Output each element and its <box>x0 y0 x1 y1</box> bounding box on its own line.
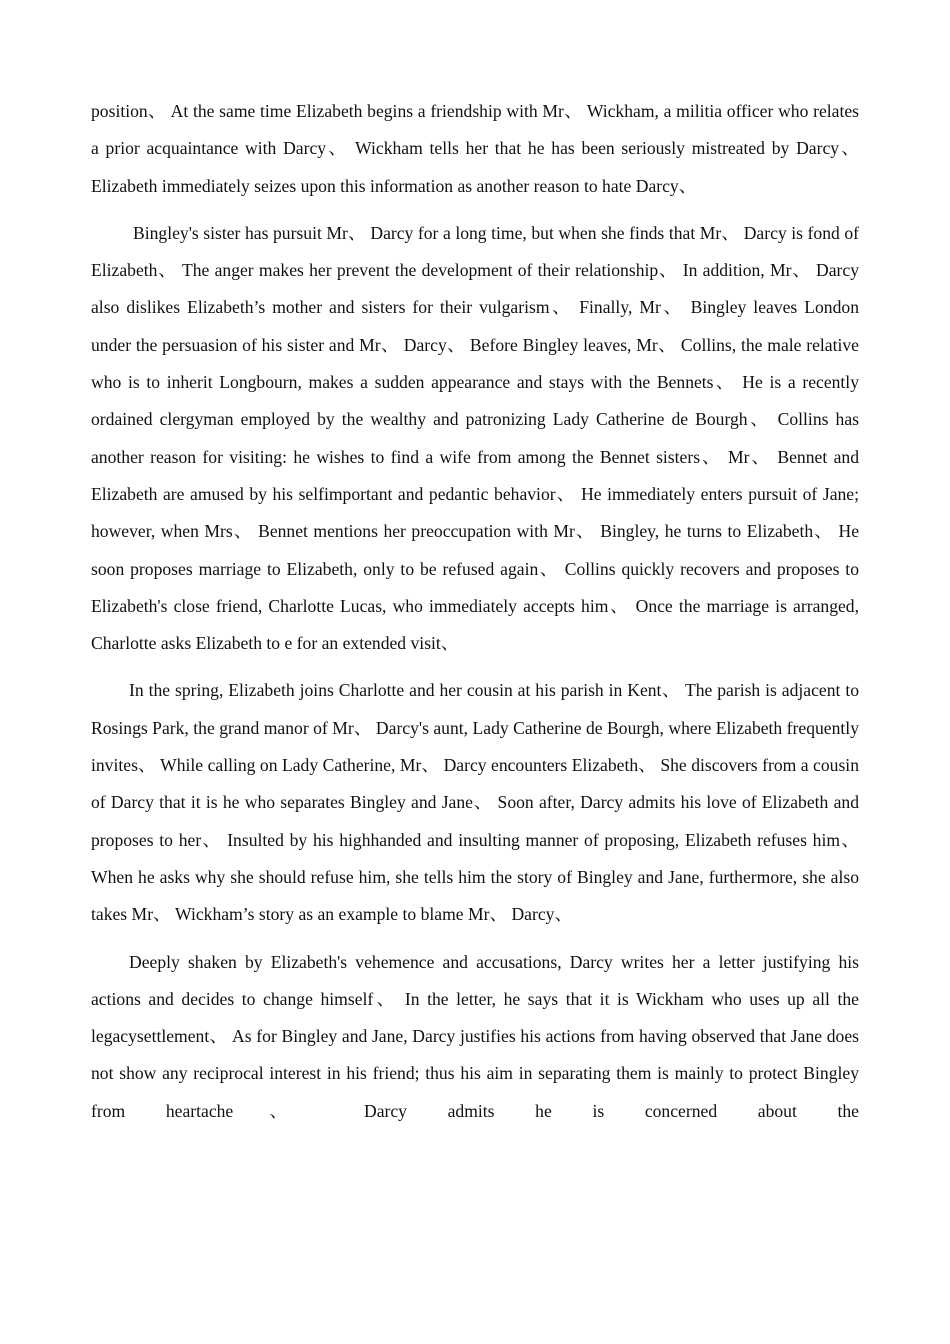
paragraph-3: In the spring, Elizabeth joins Charlotte and her cousin at his parish in Kent、 The parish is adjacent to Rosings Park, the grand manor of Mr、 Darcy's aunt, Lady Catherine de Bourgh, where Elizabeth frequently invites、 While calling on Lady Catherine, Mr、 Darcy encounters Elizabeth、 She discovers from a cousin of Darcy that it is he who separates Bingley and Jane、 Soon after, Darcy admits his love of Elizabeth and proposes to her、 Insulted by his highhanded and insulting manner of proposing, Elizabeth refuses him、 When he asks why she should refuse him, she tells him the story of Bingley and Jane, furthermore, she also takes Mr、 Wickham’s story as an example to blame Mr、 Darcy、 <box>91 680 859 925</box>
paragraph-2: Bingley's sister has pursuit Mr、 Darcy for a long time, but when she finds that Mr、 Darcy is fond of Elizabeth、 The anger makes her prevent the development of their relationship、 In addition, Mr、 Darcy also dislikes Elizabeth’s mother and sisters for their vulgarism、 Finally, Mr、 Bingley leaves London under the persuasion of his sister and Mr、 Darcy、 Before Bingley leaves, Mr、 Collins, the male relative who is to inherit Longbourn, makes a sudden appearance and stays with the Bennets、 He is a recently ordained clergyman employed by the wealthy and patronizing Lady Catherine de Bourgh、 Collins has another reason for visiting: he wishes to find a wife from among the Bennet sisters、 Mr、 Bennet and Elizabeth are amused by his selfimportant and pedantic behavior、 He immediately enters pursuit of Jane; however, when Mrs、 Bennet mentions her preoccupation with Mr、 Bingley, he turns to Elizabeth、 He soon proposes marriage to Elizabeth, only to be refused again、 Collins quickly recovers and proposes to Elizabeth's close friend, Charlotte Lucas, who immediately accepts him、 Once the marriage is arranged, Charlotte asks Elizabeth to e for an extended visit、 <box>91 222 859 654</box>
document-page <box>91 93 859 1140</box>
paragraph-1: position、 At the same time Elizabeth begins a friendship with Mr、 Wickham, a militia officer who relates a prior acquaintance with Darcy、 Wickham tells her that he has been seriously mistreated by Darcy、 Elizabeth immediately seizes upon this information as another reason to hate Darcy、 <box>91 101 859 196</box>
paragraph-4: Deeply shaken by Elizabeth's vehemence and accusations, Darcy writes her a letter justifying his actions and decides to change himself、 In the letter, he says that it is Wickham who uses up all the legacysettlement、 As for Bingley and Jane, Darcy justifies his actions from having observed that Jane does not show any reciprocal interest in his friend; thus his aim in separating them is mainly to protect Bingley from heartache、 Darcy admits he is concerned about the <box>91 951 859 1121</box>
